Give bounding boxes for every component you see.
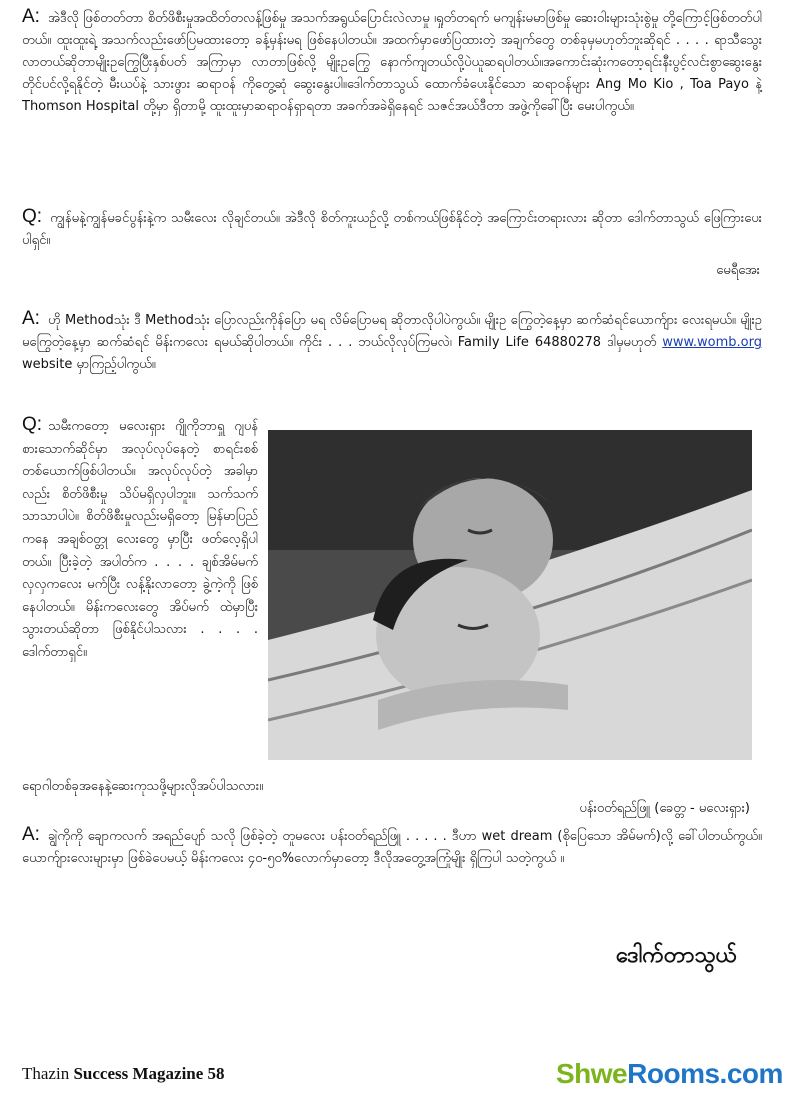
answer-2 (22, 308, 762, 376)
answer-label: A: (22, 308, 40, 329)
answer-3-text: ချွဲကိုကို ချောကလက် အရည်ပျော် သလို ဖြစ်ခဲ့တဲ့ တူမလေး ပန်းဝတ်ရည်ဖြူ . . . . . ဒီဟာ wet dream (စိုပြေသော အိမ်မက်)လို့ ခေါ်ပါတယ်ကွယ်။ ယောက်ျားလေးများမှာ ဖြစ်ခဲပေမယ့် မိန်းကလေး ၄၀-၅၀%လောက်မှာတော့ ဒီလိုအတွေ့အကြုံမျိုး ရှိကြပါ သတဲ့ကွယ် ။ (22, 829, 762, 866)
answer-3 (22, 824, 762, 870)
answer-label: A: (22, 6, 40, 27)
question-3-signature: ပန်းဝတ်ရည်ဖြူ (ခေတ္တ - မလေးရှား) (579, 801, 750, 816)
question-2 (22, 206, 762, 252)
doctor-signature: ဒေါက်တာသွယ် (616, 942, 737, 968)
question-2-text: ကျွန်မနဲ့ကျွန်မခင်ပွန်းနဲ့က သမီးလေး လိုချင်တယ်။ အဲဒီလို စိတ်ကူးယဉ်လို့ တစ်ကယ်ဖြစ်နိုင်တဲ့ အကြောင်းတရားလား ဆိုတာ ဒေါက်တာသွယ် ဖြေကြားပေးပါရှင်။ (22, 211, 762, 248)
answer-label: A: (22, 824, 40, 845)
answer-2-text-after: website မှာကြည့်ပါကွယ်။ (22, 357, 156, 372)
magazine-footer (22, 1064, 225, 1084)
question-3-tail: ရောဂါတစ်ခုအနေနဲ့ဆေးကုသဖို့များလိုအပ်ပါသလား။ (22, 779, 264, 794)
couple-sleeping-photo (268, 430, 752, 760)
question-label: Q: (22, 206, 43, 227)
magazine-issue: Success Magazine 58 (73, 1064, 225, 1083)
answer-1-text: အဲဒီလို ဖြစ်တတ်တာ စိတ်ဖိစီးမှုအထိတ်တလန့်ဖြစ်မှု အသက်အရွယ်ပြောင်းလဲလာမှု ၊ရှုတ်တရက် မကျန်းမမာဖြစ်မှု ဆေးဝါးများသုံးစွဲမှု တို့ကြောင့်ဖြစ်တတ်ပါတယ်။ ထူးထူးရဲ့ အသက်လည်းဖော်ပြမထားတော့ ခန့်မှန်းမရ ဖြစ်နေပါတယ်။ အထက်မှာဖော်ပြထားတဲ့ အချက်တွေ တစ်ခုမှမဟုတ်ဘူးဆိုရင် . . . . ရာသီသွေးလာတယ်ဆိုတာမျိုးဥကြွေပြီးနှစ်ပတ် အကြာမှာ လာတာဖြစ်လို့ မျိုးဥကြွေ နောက်ကျတယ်လို့ပဲယူဆရပါတယ်။အကောင်းဆုံးကတော့ရင်းနီးပွင့်လင်းစွာဆွေးနွေးတိုင်ပင်လို့ရနိုင်တဲ့ မီးယပ်နဲ့ သားဖွား ဆရာဝန် ကိုတွေ့ဆုံ ဆွေးနွေးပါ။ဒေါက်တာသွယ် ထောက်ခံပေးနိုင်သော ဆရာဝန်များ Ang Mo Kio , Toa Payo နဲ့ Thomson Hospital တို့မှာ ရှိတာမို့ ထူးထူးမှာဆရာဝန်ရှာရတာ အခက်အခဲရှိနေရင် သဇင်အယ်ဒီတာ အဖွဲ့ကိုခေါ်ပြီး မေးပါကွယ်။ (22, 11, 762, 114)
question-2-signature: မေရီအေး (716, 263, 760, 278)
answer-2-text: ဟို Methodသုံး ဒီ Methodသုံး ပြောလည်းကိုန်ပြော မရ လိမ်ပြောမရ ဆိုတာလိုပါပဲကွယ်။ မျိုးဥ ကြွေတဲ့နေ့မှာ ဆက်ဆံရင်ယောက်ျား လေးရမယ်။ မျိုးဥ မကြွေတဲ့နေ့မှာ ဆက်ဆံရင် မိန်းကလေး ရမယ်ဆိုပါတယ်။ ကိုင်း . . . ဘယ်လိုလုပ်ကြမလဲ၊ Family Life 64880278 ဒါမှမဟုတ် (22, 313, 762, 350)
magazine-name: Thazin (22, 1064, 70, 1083)
logo-part-2: Rooms.com (627, 1058, 783, 1089)
photo-illustration (268, 430, 752, 760)
question-3 (22, 414, 258, 665)
shwerooms-logo[interactable] (556, 1058, 783, 1090)
womb-link[interactable]: www.womb.org (662, 335, 762, 350)
question-3-text: သမီးကတော့ မလေးရှား ဂျိုကိုဘာရှူ ဂျပန်စားသောက်ဆိုင်မှာ အလုပ်လုပ်နေတဲ့ စာရင်းစစ် တစ်ယောက်ဖြစ်ပါတယ်။ အလုပ်လုပ်တဲ့ အခါမှာလည်း စိတ်ဖိစီးမှု သိပ်မရှိလှပါဘူး။ သက်သက် သာသာပါပဲ။ စိတ်ဖိစီးမှုလည်းမရှိတော့ မြန်မာပြည်ကနေ အချစ်ဝတ္တု လေးတွေ မှာပြီး ဖတ်လေ့ရှိပါတယ်။ ပြီးခဲ့တဲ့ အပါတ်က . . . . ချစ်အိမ်မက် လှလှကလေး မက်ပြီး လန့်နိုးလာတော့ ခွဲ့ကဲ့ကို ဖြစ်နေပါတယ်။ မိန်းကလေးတွေ အိပ်မက် ထဲမှာပြီးသွားတယ်ဆိုတာ ဖြစ်နိုင်ပါသလား . . . . ဒေါက်တာရှင်။ (22, 419, 258, 660)
logo-part-1: Shwe (556, 1058, 628, 1089)
question-label: Q: (22, 414, 43, 435)
answer-1 (22, 6, 762, 118)
